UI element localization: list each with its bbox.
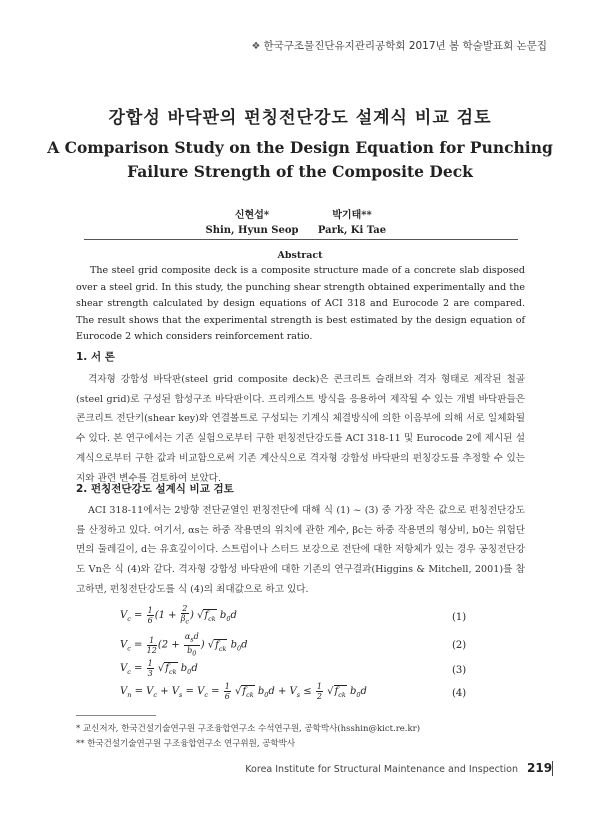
section-1-heading: 1. 서 론 xyxy=(76,351,115,363)
author-2-name-en: Park, Ki Tae xyxy=(317,225,387,236)
author-2 xyxy=(292,206,412,236)
divider xyxy=(84,239,518,240)
section-2-body: ACI 318-11에서는 2방향 전단균열인 펀칭전단에 대해 식 (1) ~ (3) 중 가장 작은 값으로 펀칭전단강도를 산정하고 있다. 여기서, αs는 하중 작용면의 위치에 관한 계수, βc는 하중 작용면의 형상비, b0는 위험단면의 둘레길이, d는 유효깊이이다. 스트럽이나 스터드 보강으로 전단에 대한 저항체가 있는 경우 공칭전단강도 Vn은 식 (4)와 같다. 격자형 강합성 바닥판에 대한 기존의 연구결과(Higgins & Mitchell, 2001)를 참고하면, 펀칭전단강도를 식 (4)의 최대값으로 하고 있다. xyxy=(76,505,525,595)
equation-2: $V_c$ = $\frac{1}{12}$ (2 + $\frac{\alpha_sd}{b_0}$ ) $√f_{ck}$ $b_0d$ xyxy=(120,632,248,658)
footnote-2: ** 한국건설기술연구원 구조융합연구소 연구위원, 공학박사 xyxy=(76,739,296,749)
title-korean: 강합성 바닥판의 펀칭전단강도 설계식 비교 검토 xyxy=(108,108,492,128)
section-1-body: 격자형 강합성 바닥판(steel grid composite deck)은 콘크리트 슬래브와 격자 형태로 제작된 철골(steel grid)로 구성된 합성구조 바닥판이다. 프리캐스트 방식을 응용하여 제작될 수 있는 개별 바닥판들은 콘크리트 전단키(shear key)와 연결볼트로 구성되는 기계식 체결방식에 의한 이음부에 의해 서로 일체화될 수 있다. 본 연구에서는 기존 실험으로부터 구한 펀칭전단강도를 ACI 318-11 및 Eurocode 2에 제시된 설계식으로부터 구한 값과 비교함으로써 기존 계산식으로 격자형 강합성 바닥판의 펀칭강도를 추정할 수 있는지와 관련 변수를 검토하여 보았다. xyxy=(76,374,525,484)
title-english-line2: Failure Strength of the Composite Deck xyxy=(127,162,473,181)
equation-3-number: (3) xyxy=(452,665,467,676)
equation-3: $V_c$ = $\frac{1}{3}$ $√f_{ck}$ $b_0d$ xyxy=(120,659,198,678)
journal-header-text: 한국구조물진단유지관리공학회 2017년 봄 학술발표회 논문집 xyxy=(263,40,547,52)
equation-1-number: (1) xyxy=(452,612,467,623)
author-1-name-kr: 신현섭* xyxy=(234,210,270,221)
equation-4: $V_n = V_c + V_s = V_c$ = $\frac{1}{6}$ $√f_{ck}$ $b_0d + V_s$ ≤ $\frac{1}{2}$ $√f_{ck}$ $b_0d$ xyxy=(120,682,367,701)
journal-header xyxy=(0,38,547,53)
abstract-body: The steel grid composite deck is a composite structure made of a concrete slab disposed over a steel grid. In this study, the punching shear strength obtained experimentally and the shear strength calculated by design equations of ACI 318 and Eurocode 2 are compared. The result shows that the experimental strength is best estimated by the design equation of Eurocode 2 which considers reinforcement ratio. xyxy=(76,265,525,342)
equation-2-number: (2) xyxy=(452,640,467,651)
equation-4-number: (4) xyxy=(452,688,467,699)
footnote-divider xyxy=(76,715,156,716)
author-1-name-en: Shin, Hyun Seop xyxy=(205,225,299,236)
equation-1: $V_c$ = $\frac{1}{6}$ (1 + $\frac{2}{\beta_c}$ ) $√f_{ck}$ $b_0d$ xyxy=(120,604,237,626)
author-2-name-kr: 박기태** xyxy=(332,210,372,221)
title-english xyxy=(0,136,600,184)
footer-institute: Korea Institute for Structural Maintenance and Inspection xyxy=(245,764,518,775)
diamond-icon: ❖ xyxy=(251,41,261,52)
footnote-1: * 교신저자, 한국건설기술연구원 구조융합연구소 수석연구원, 공학박사(hsshin@kict.re.kr) xyxy=(76,724,421,734)
section-2-heading: 2. 펀칭전단강도 설계식 비교 검토 xyxy=(76,483,234,495)
abstract-heading: Abstract xyxy=(277,250,323,261)
page-number-bar xyxy=(552,761,553,776)
title-english-line1: A Comparison Study on the Design Equation for Punching xyxy=(47,138,553,157)
page-number: 219 xyxy=(527,761,553,775)
